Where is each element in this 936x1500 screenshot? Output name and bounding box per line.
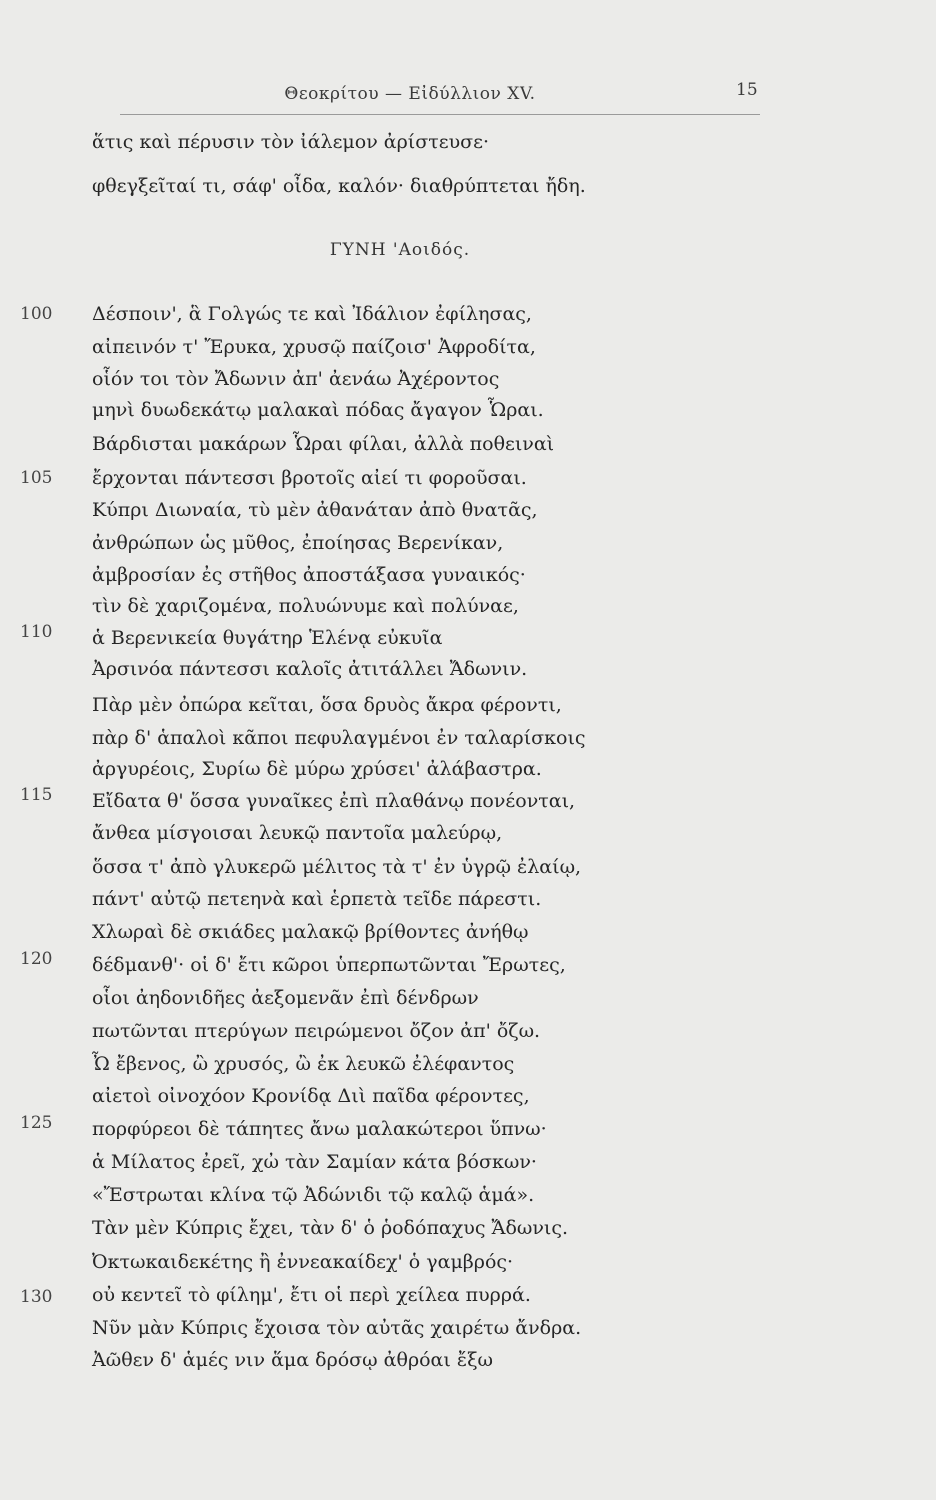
header-rule [120, 114, 760, 115]
line-number: 130 [20, 1287, 53, 1307]
line-number: 110 [20, 622, 53, 642]
verse-line: Τὰν μὲν Κύπρις ἔχει, τὰν δ' ὁ ῥοδόπαχυς Ἄδωνις. [92, 1217, 569, 1239]
verse-line: ἄνθεα μίσγοισαι λευκῷ παντοῖα μαλεύρῳ, [92, 822, 503, 844]
verse-line: τὶν δὲ χαριζομένα, πολυώνυμε καὶ πολύναε, [92, 595, 519, 617]
verse-line: οἷόν τοι τὸν Ἄδωνιν ἀπ' ἀενάω Ἀχέροντος [92, 368, 500, 390]
verse-line: πορφύρεοι δὲ τάπητες ἄνω μαλακώτεροι ὕπνω· [92, 1118, 547, 1140]
running-title: Θεοκρίτου — Εἰδύλλιον XV. [284, 84, 536, 104]
intro-line: ἅτις καὶ πέρυσιν τὸν ἰάλεμον ἀρίστευσε· [92, 131, 489, 153]
line-number: 125 [20, 1113, 53, 1133]
verse-line: ἀργυρέοις, Συρίω δὲ μύρω χρύσει' ἀλάβαστρα. [92, 758, 542, 780]
verse-line: Ἀρσινόα πάντεσσι καλοῖς ἀτιτάλλει Ἄδωνιν. [92, 658, 528, 680]
line-number: 100 [20, 304, 53, 324]
verse-line: Δέσποιν', ἃ Γολγώς τε καὶ Ἰδάλιον ἐφίλησας, [92, 303, 532, 325]
verse-line: πωτῶνται πτερύγων πειρώμενοι ὄζον ἀπ' ὄζω. [92, 1020, 541, 1042]
verse-line: ἁ Βερενικεία θυγάτηρ Ἑλένᾳ εὐκυῖα [92, 627, 443, 649]
verse-line: πάντ' αὐτῷ πετεηνὰ καὶ ἑρπετὰ τεῖδε πάρεστι. [92, 888, 542, 910]
verse-line: αἰπεινόν τ' Ἔρυκα, χρυσῷ παίζοισ' Ἀφροδίτα, [92, 336, 536, 358]
verse-line: «Ἔστρωται κλίνα τῷ Ἀδώνιδι τῷ καλῷ ἁμά». [92, 1184, 535, 1206]
verse-line: ἀμβροσίαν ἐς στῆθος ἀποστάξασα γυναικός· [92, 564, 526, 586]
verse-line: ἀνθρώπων ὡς μῦθος, ἐποίησας Βερενίκαν, [92, 532, 504, 554]
verse-line: οὐ κεντεῖ τὸ φίλημ', ἔτι οἱ περὶ χείλεα πυρρά. [92, 1284, 531, 1306]
verse-line: δέδμανθ'· οἱ δ' ἔτι κῶροι ὑπερπωτῶνται Ἔρωτες, [92, 954, 566, 976]
intro-line: φθεγξεῖταί τι, σάφ' οἶδα, καλόν· διαθρύπτεται ἤδη. [92, 175, 586, 197]
verse-line: πὰρ δ' ἁπαλοὶ κᾶποι πεφυλαγμένοι ἐν ταλαρίσκοις [92, 727, 586, 749]
verse-line: Κύπρι Διωναία, τὺ μὲν ἀθανάταν ἀπὸ θνατᾶς, [92, 499, 538, 521]
verse-line: Πὰρ μὲν ὀπώρα κεῖται, ὅσα δρυὸς ἄκρα φέροντι, [92, 694, 562, 716]
line-number: 105 [20, 468, 53, 488]
line-number: 115 [20, 785, 53, 805]
verse-line: αἰετοὶ οἰνοχόον Κρονίδᾳ Διὶ παῖδα φέροντες, [92, 1085, 530, 1107]
verse-line: ὅσσα τ' ἀπὸ γλυκερῶ μέλιτος τὰ τ' ἐν ὑγρῷ ἐλαίῳ, [92, 856, 582, 878]
page-number: 15 [736, 80, 758, 100]
verse-line: ἔρχονται πάντεσσι βροτοῖς αἰεί τι φοροῦσαι. [92, 467, 527, 489]
verse-line: μηνὶ δυωδεκάτῳ μαλακαὶ πόδας ἄγαγον Ὧραι. [92, 399, 544, 421]
verse-line: Ἀῶθεν δ' ἁμές νιν ἅμα δρόσῳ ἀθρόαι ἔξω [92, 1349, 494, 1371]
verse-line: Ὀκτωκαιδεκέτης ἢ ἐννεακαίδεχ' ὁ γαμβρός· [92, 1251, 514, 1273]
verse-line: οἷοι ἀηδονιδῆες ἀεξομενᾶν ἐπὶ δένδρων [92, 987, 479, 1009]
verse-line: Βάρδισται μακάρων Ὧραι φίλαι, ἀλλὰ ποθειναὶ [92, 433, 555, 455]
line-number: 120 [20, 949, 53, 969]
section-heading: ΓΥΝΗ 'Αοιδός. [329, 240, 471, 260]
verse-line: Χλωραὶ δὲ σκιάδες μαλακῷ βρίθοντες ἀνήθῳ [92, 921, 529, 943]
verse-line: Εἴδατα θ' ὅσσα γυναῖκες ἐπὶ πλαθάνῳ πονέονται, [92, 790, 576, 812]
verse-line: ἁ Μίλατος ἐρεῖ, χὠ τὰν Σαμίαν κάτα βόσκων· [92, 1151, 537, 1173]
verse-line: Νῦν μὰν Κύπρις ἔχοισα τὸν αὐτᾶς χαιρέτω ἄνδρα. [92, 1317, 582, 1339]
verse-line: Ὦ ἔβενος, ὢ χρυσός, ὢ ἐκ λευκῶ ἐλέφαντος [92, 1053, 515, 1075]
